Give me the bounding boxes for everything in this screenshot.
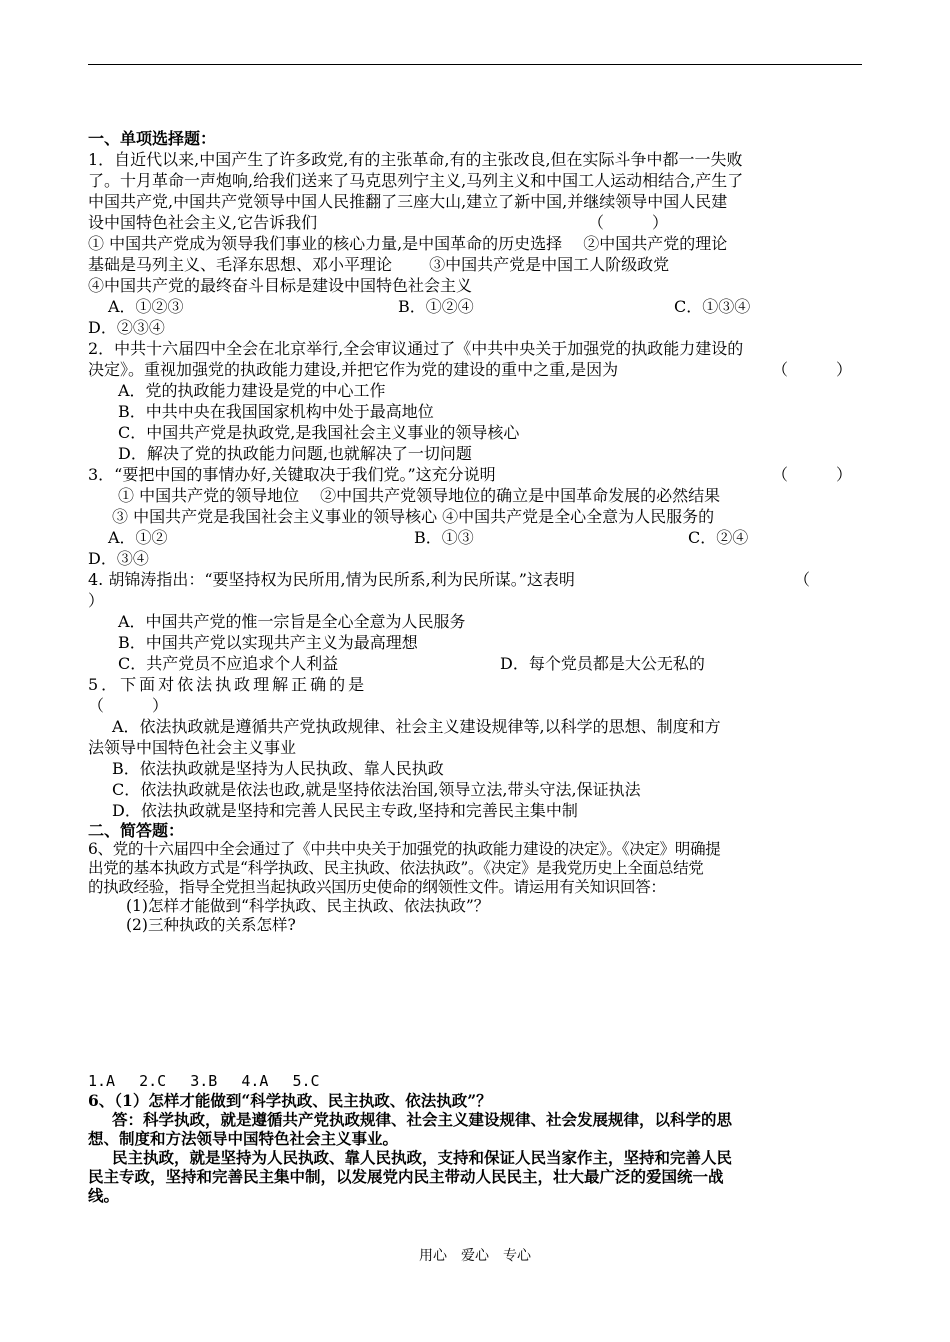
answer-line: 线。 bbox=[88, 1186, 120, 1205]
q1-option-c: C．①③④ bbox=[674, 297, 751, 316]
q3-option-a: A．①② bbox=[108, 528, 168, 547]
q6-stem-line: 6、党的十六届四中全会通过了《中共中央关于加强党的执政能力建设的决定》。《决定》明确提 bbox=[88, 840, 721, 858]
q4-option-a: A．中国共产党的惟一宗旨是全心全意为人民服务 bbox=[118, 612, 466, 631]
q2-stem-line: 2．中共十六届四中全会在北京举行,全会审议通过了《中共中央关于加强党的执政能力建设的 bbox=[88, 339, 744, 358]
answer-key bbox=[88, 1072, 864, 1205]
q6-stem-line: 的执政经验，指导全党担当起执政兴国历史使命的纲领性文件。请运用有关知识回答： bbox=[88, 878, 666, 896]
q1-options-row bbox=[88, 296, 864, 317]
q1-stem-last bbox=[88, 212, 864, 233]
document-body bbox=[88, 128, 864, 935]
q1-option-a: A．①②③ bbox=[108, 297, 184, 316]
page-footer: 用心 爱心 专心 bbox=[419, 1248, 531, 1264]
q6-answer-title: 6、（1）怎样才能做到“科学执政、民主执政、依法执政”？ bbox=[88, 1091, 492, 1110]
question-5 bbox=[88, 674, 864, 821]
question-3 bbox=[88, 464, 864, 569]
q1-item-line: ④中国共产党的最终奋斗目标是建设中国特色社会主义 bbox=[88, 276, 473, 295]
section-title-choice: 一、单项选择题： bbox=[88, 129, 217, 148]
q5-option-b: B．依法执政就是坚持为人民执政、靠人民执政 bbox=[112, 759, 444, 778]
q1-item-line: ① 中国共产党成为领导我们事业的核心力量,是中国革命的历史选择 ②中国共产党的理论 bbox=[88, 234, 728, 253]
q4-option-d: D．每个党员都是大公无私的 bbox=[500, 654, 705, 673]
q5-option-a: A．依法执政就是遵循共产党执政规律、社会主义建设规律等,以科学的思想、制度和方 bbox=[112, 717, 721, 736]
q2-option-a: A．党的执政能力建设是党的中心工作 bbox=[118, 381, 386, 400]
answer-line: 答：科学执政，就是遵循共产党执政规律、社会主义建设规律、社会发展规律，以科学的思 bbox=[112, 1110, 733, 1129]
q3-option-c: C．②④ bbox=[688, 528, 749, 547]
answer-line: 想、制度和方法领导中国特色社会主义事业。 bbox=[88, 1129, 399, 1148]
q2-option-c: C．中国共产党是执政党,是我国社会主义事业的领导核心 bbox=[118, 423, 520, 442]
q4-bracket-open: （ bbox=[794, 570, 811, 589]
q1-stem-line: 设中国特色社会主义,它告诉我们 bbox=[88, 213, 318, 232]
q1-stem-line: 了。十月革命一声炮响,给我们送来了马克思列宁主义,马列主义和中国工人运动相结合,产生了 bbox=[88, 171, 744, 190]
q3-answer-bracket: （ ） bbox=[772, 465, 853, 484]
q1-stem-line: 中国共产党,中国共产党领导中国人民推翻了三座大山,建立了新中国,并继续领导中国人民建 bbox=[88, 192, 728, 211]
q4-stem: 4. 胡锦涛指出：“要坚持权为民所用,情为民所系,利为民所谋。”这表明 bbox=[88, 570, 575, 589]
header-rule bbox=[88, 64, 862, 65]
q1-option-d: D．②③④ bbox=[88, 318, 165, 337]
answer-line: 民主专政，坚持和完善民主集中制，以发展党内民主带动人民民主，壮大最广泛的爱国统一战 bbox=[88, 1167, 724, 1186]
q5-stem: 5．下面对依法执政理解正确的是 bbox=[88, 675, 368, 694]
q5-answer-bracket: （ ） bbox=[88, 696, 169, 715]
question-1 bbox=[88, 149, 864, 338]
q1-item-line: 基础是马列主义、毛泽东思想、邓小平理论 ③中国共产党是中国工人阶级政党 bbox=[88, 255, 670, 274]
q2-stem-last bbox=[88, 359, 864, 380]
question-4 bbox=[88, 569, 864, 674]
q4-bracket-close: ） bbox=[88, 591, 105, 610]
q3-option-d: D．③④ bbox=[88, 549, 149, 568]
q4-option-c: C．共产党员不应追求个人利益 bbox=[118, 654, 339, 673]
q4-options-row bbox=[88, 653, 864, 674]
question-2 bbox=[88, 338, 864, 464]
q2-answer-bracket: （ ） bbox=[772, 360, 853, 379]
q1-option-b: B．①②④ bbox=[398, 297, 474, 316]
q2-option-b: B．中共中央在我国国家机构中处于最高地位 bbox=[118, 402, 434, 421]
q3-item-line: ③ 中国共产党是我国社会主义事业的领导核心 ④中国共产党是全心全意为人民服务的 bbox=[112, 507, 715, 526]
q6-sub-question: (1)怎样才能做到“科学执政、民主执政、依法执政”？ bbox=[126, 897, 490, 915]
q6-stem-line: 出党的基本执政方式是“科学执政、民主执政、依法执政”。《决定》是我党历史上全面总结党 bbox=[88, 859, 704, 877]
answer-line: 民主执政，就是坚持为人民执政、靠人民执政，支持和保证人民当家作主，坚持和完善人民 bbox=[112, 1148, 733, 1167]
q2-stem-line: 决定》。重视加强党的执政能力建设,并把它作为党的建设的重中之重,是因为 bbox=[88, 360, 619, 379]
q5-option-d: D．依法执政就是坚持和完善人民民主专政,坚持和完善民主集中制 bbox=[112, 801, 578, 820]
q1-answer-bracket: （ ） bbox=[588, 213, 669, 232]
q3-stem: 3．“要把中国的事情办好,关键取决于我们党。”这充分说明 bbox=[88, 465, 496, 484]
q6-sub-question: (2)三种执政的关系怎样? bbox=[126, 916, 296, 934]
q5-option-a-cont: 法领导中国特色社会主义事业 bbox=[88, 738, 297, 757]
question-6 bbox=[88, 840, 864, 935]
q4-option-b: B．中国共产党以实现共产主义为最高理想 bbox=[118, 633, 418, 652]
q5-option-c: C．依法执政就是依法也政,就是坚持依法治国,领导立法,带头守法,保证执法 bbox=[112, 780, 641, 799]
q3-item-line: ① 中国共产党的领导地位 ②中国共产党领导地位的确立是中国革命发展的必然结果 bbox=[118, 486, 721, 505]
choice-answers: 1.A 2.C 3.B 4.A 5.C bbox=[88, 1072, 320, 1090]
q3-options-row bbox=[88, 527, 864, 548]
q3-option-b: B．①③ bbox=[414, 528, 474, 547]
q1-stem-line: 1．自近代以来,中国产生了许多政党,有的主张革命,有的主张改良,但在实际斗争中都一一失败 bbox=[88, 150, 743, 169]
section-title-short-answer: 二、简答题： bbox=[88, 821, 185, 840]
q2-option-d: D．解决了党的执政能力问题,也就解决了一切问题 bbox=[118, 444, 472, 463]
q4-stem-row bbox=[88, 569, 864, 590]
q3-stem-row bbox=[88, 464, 864, 485]
